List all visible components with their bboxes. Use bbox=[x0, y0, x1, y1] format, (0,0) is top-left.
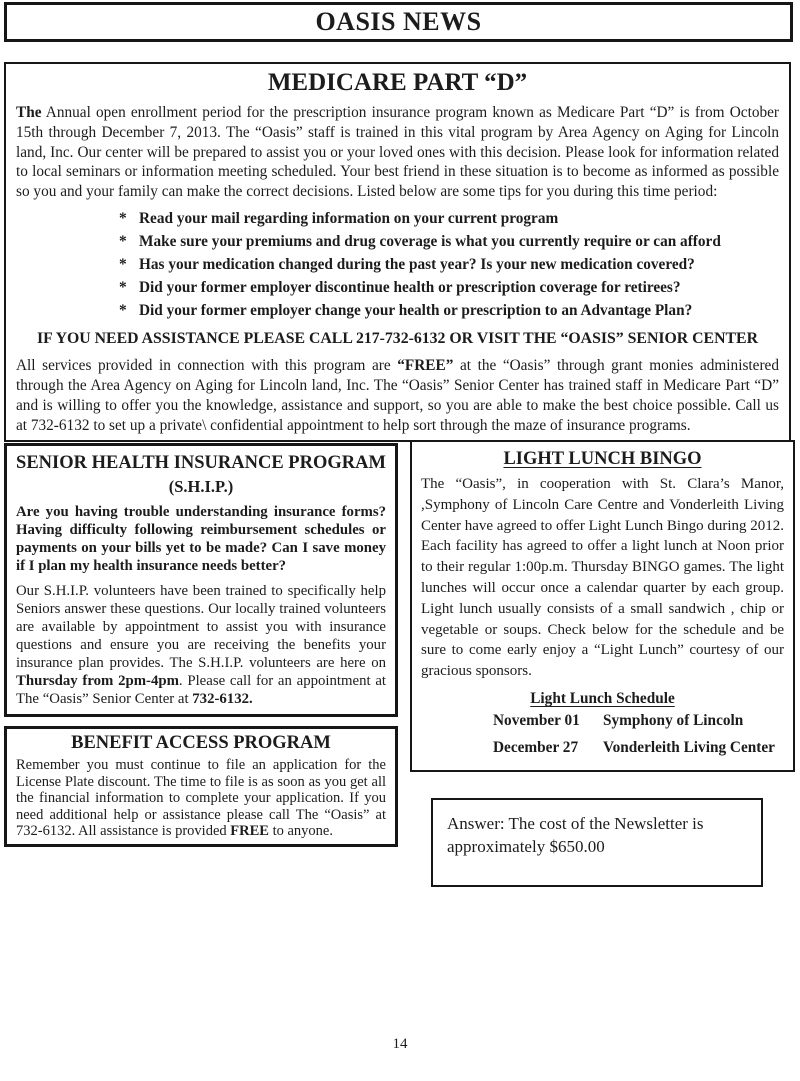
assistance-call-line: IF YOU NEED ASSISTANCE PLEASE CALL 217-732-6132 OR VISIT THE “OASIS” SENIOR CENTER bbox=[37, 330, 758, 348]
closing-free-emphasis: “FREE” bbox=[397, 357, 454, 375]
list-item bbox=[119, 303, 779, 319]
tip-text: Make sure your premiums and drug coverage is what you currently require or can afford bbox=[139, 232, 721, 250]
medicare-intro-paragraph bbox=[16, 103, 779, 202]
ship-text-b: . Please call for an appointment at The “Oasis” Senior Center at bbox=[16, 673, 386, 707]
schedule-host: Symphony of Lincoln bbox=[603, 711, 744, 729]
closing-text-b: at the “Oasis” through grant monies administered through the Area Agency on Aging for Lincoln land, Inc. The “Oasis” Senior Center has trained staff in Medicare Part “D” and is willing to offer you the knowledge, assistance and support, so you are able to make the best choice possible. Call us at 732-6132 to set up a private\ confidential appointment to help sort through the maze of insurance programs. bbox=[16, 357, 779, 434]
benefit-text-b: to anyone. bbox=[268, 823, 333, 840]
ship-question-paragraph: Are you having trouble understanding insurance forms? Having difficulty following reimbursement schedules or payments on your bills yet to be made? Can I save money if I plan my health insurance needs better? bbox=[16, 504, 386, 574]
medicare-title: MEDICARE PART “D” bbox=[267, 69, 528, 96]
benefit-text-a: Remember you must continue to file an application for the License Plate discount. The time to file is as soon as you get all the financial information to complete your application. If you need additional help or assistance please call The “Oasis” at 732-6132. All assistance is provided bbox=[16, 757, 386, 840]
table-row bbox=[493, 712, 784, 730]
left-column bbox=[4, 443, 398, 847]
page-number: 14 bbox=[392, 1036, 408, 1052]
ship-hours-emphasis: Thursday from 2pm-4pm bbox=[16, 673, 179, 689]
benefit-free-emphasis: FREE bbox=[230, 823, 269, 840]
schedule-host: Vonderleith Living Center bbox=[603, 738, 775, 756]
medicare-intro-rest: Annual open enrollment period for the prescription insurance program known as Medicare Part “D” is from October 15th through December 7, 2013. The “Oasis” staff is trained in this vital program by Area Agency on Aging for Lincoln land, Inc. Our center will be prepared to assist you or your loved ones with this decision. Please look for information related to local seminars or information meeting scheduled. Your best friend in these situation is to become as informed as possible so you and your family can make the correct decisions. Listed below are some tips for you during this time period: bbox=[16, 104, 779, 201]
bingo-paragraph: The “Oasis”, in cooperation with St. Clara’s Manor, ,Symphony of Lincoln Care Centre and Vonderleith Living Center have agreed to offer Light Lunch Bingo during 2012. Each facility has agreed to offer a light lunch at Noon prior to their regular 1:00p.m. Thursday BINGO games. The light lunches will occur once a calendar quarter by each group. Light lunch usually consists of a small sandwich , chip or vegetable or soups. Check below for the schedule and be sure to come early enjoy a “Light Lunch” courtesy of our gracious sponsors. bbox=[421, 476, 784, 680]
tip-text: Read your mail regarding information on your current program bbox=[139, 209, 559, 227]
bingo-title: LIGHT LUNCH BINGO bbox=[503, 449, 702, 469]
schedule-date: December 27 bbox=[493, 738, 579, 756]
medicare-closing-paragraph bbox=[16, 356, 779, 435]
list-item bbox=[119, 280, 779, 296]
article-medicare-part-d bbox=[4, 62, 791, 442]
tip-text: Did your former employer discontinue health or prescription coverage for retirees? bbox=[139, 278, 681, 296]
list-item bbox=[119, 257, 779, 273]
medicare-tips-list bbox=[119, 211, 779, 319]
article-light-lunch-bingo bbox=[410, 440, 795, 772]
benefit-title: BENEFIT ACCESS PROGRAM bbox=[71, 733, 331, 753]
asterisk-bullet: * bbox=[119, 209, 127, 227]
closing-text-a: All services provided in connection with this program are bbox=[16, 357, 398, 375]
ship-phone-emphasis: 732-6132. bbox=[192, 691, 253, 707]
asterisk-bullet: * bbox=[119, 232, 127, 250]
article-ship bbox=[4, 443, 398, 717]
medicare-intro-lead: The bbox=[16, 104, 42, 121]
schedule-date: November 01 bbox=[493, 711, 580, 729]
list-item bbox=[119, 234, 779, 250]
asterisk-bullet: * bbox=[119, 301, 127, 319]
table-row bbox=[493, 739, 784, 757]
newsletter-title: OASIS NEWS bbox=[315, 7, 482, 36]
asterisk-bullet: * bbox=[119, 255, 127, 273]
tip-text: Did your former employer change your health or prescription to an Advantage Plan? bbox=[139, 301, 693, 319]
schedule-title: Light Lunch Schedule bbox=[530, 689, 675, 707]
asterisk-bullet: * bbox=[119, 278, 127, 296]
list-item bbox=[119, 211, 779, 227]
ship-title: SENIOR HEALTH INSURANCE PROGRAM bbox=[16, 453, 386, 473]
tip-text: Has your medication changed during the past year? Is your new medication covered? bbox=[139, 255, 695, 273]
ship-body-paragraph bbox=[16, 582, 386, 708]
right-column bbox=[410, 440, 795, 887]
answer-box: Answer: The cost of the Newsletter is approximately $650.00 bbox=[431, 798, 763, 887]
ship-text-a: Our S.H.I.P. volunteers have been trained to specifically help Seniors answer these questions. Our locally trained volunteers are available by appointment to assist you with insurance questions and ensure you are receiving the benefits your insurance plan provides. The S.H.I.P. volunteers are here on bbox=[16, 583, 386, 671]
ship-subtitle: (S.H.I.P.) bbox=[168, 477, 234, 496]
article-benefit-access bbox=[4, 726, 398, 847]
benefit-paragraph bbox=[16, 757, 386, 840]
masthead-box bbox=[4, 2, 793, 42]
